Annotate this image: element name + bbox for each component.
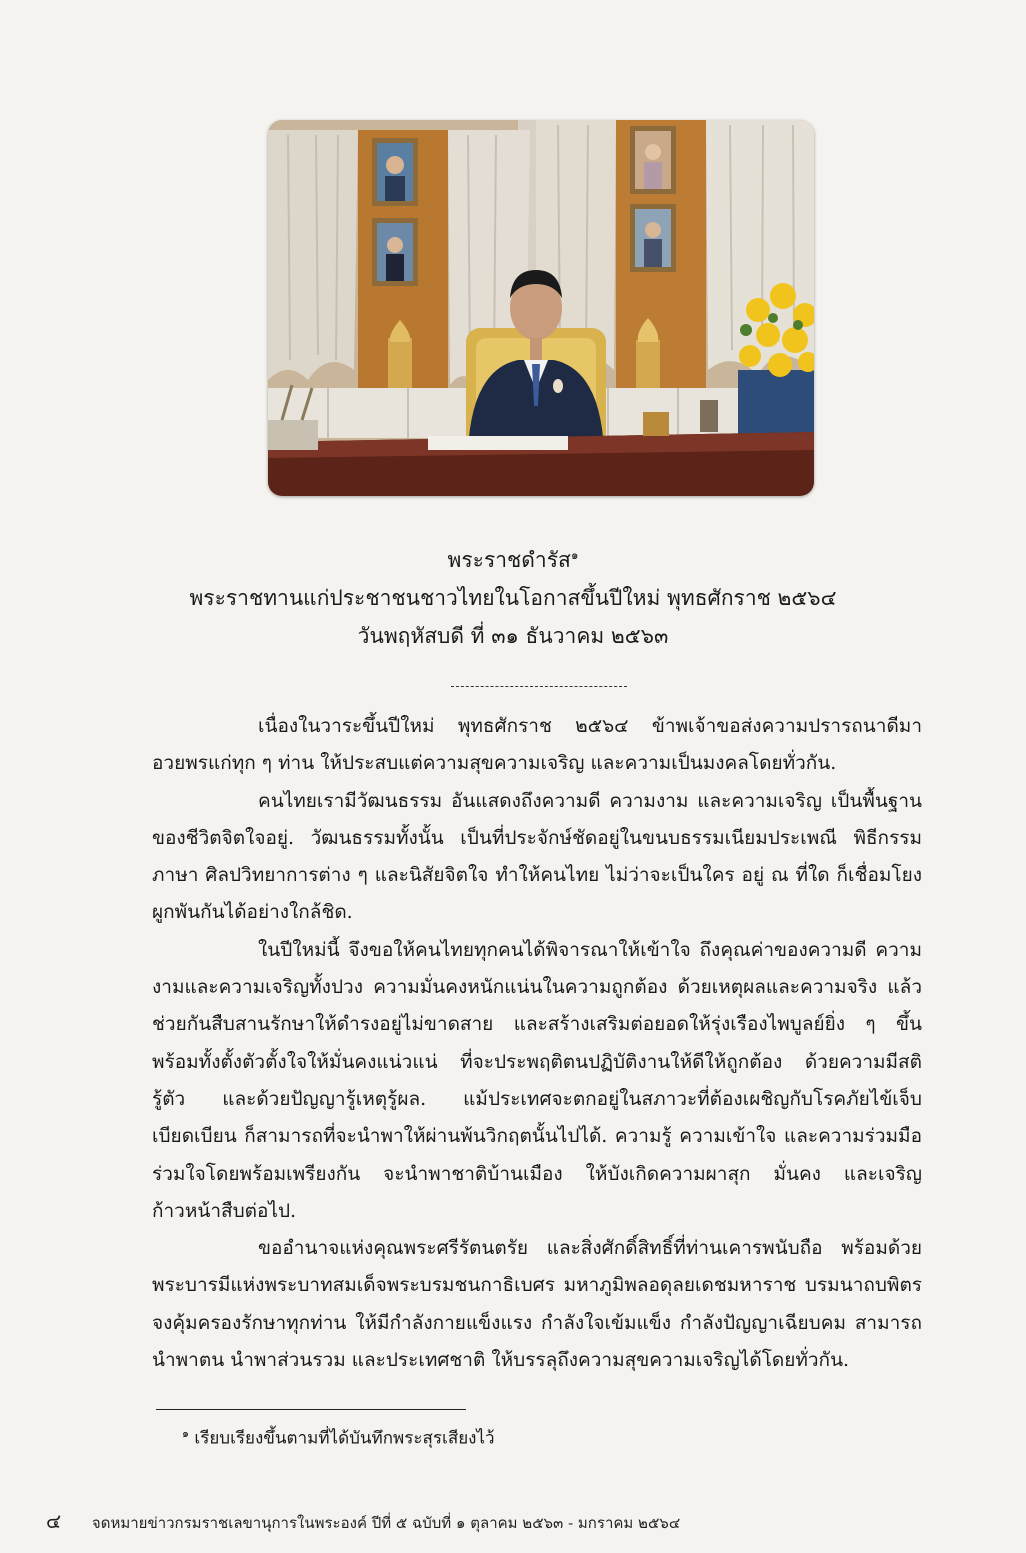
footnote-rule xyxy=(156,1409,466,1410)
footnote-text: เรียบเรียงขึ้นตามที่ได้บันทึกพระสุรเสียงไว้ xyxy=(194,1428,495,1449)
footnote xyxy=(182,1424,495,1452)
publication-info: จดหมายข่าวกรมราชเลขานุการในพระองค์ ปีที่ ๕ ฉบับที่ ๑ ตุลาคม ๒๕๖๓ - มกราคม ๒๕๖๔ xyxy=(91,1514,681,1532)
paragraph-4: ขออำนาจแห่งคุณพระศรีรัตนตรัย และสิ่งศักดิ์สิทธิ์ที่ท่านเคารพนับถือ พร้อมด้วยพระบารมีแห่งพระบาทสมเด็จพระบรมชนกาธิเบศร มหาภูมิพลอดุลยเดชมหาราช บรมนาถบพิตร จงคุ้มครองรักษาทุกท่าน ให้มีกำลังกายแข็งแรง กำลังใจเข้มแข็ง กำลังปัญญาเฉียบคม สามารถนำพาตน นำพาส่วนรวม และประเทศชาติ ให้บรรลุถึงความสุขความเจริญได้โดยทั่วกัน. xyxy=(152,1237,922,1372)
speech-body xyxy=(152,708,922,1379)
speech-caption xyxy=(0,536,1026,655)
paragraph-1: เนื่องในวาระขึ้นปีใหม่ พุทธศักราช ๒๕๖๔ ข้าพเจ้าขอส่งความปรารถนาดีมาอวยพรแก่ทุก ๆ ท่าน ให้ประสบแต่ความสุขความเจริญ และความเป็นมงคลโดยทั่วกัน. xyxy=(152,715,922,775)
paragraph-3: ในปีใหม่นี้ จึงขอให้คนไทยทุกคนได้พิจารณาให้เข้าใจ ถึงคุณค่าของความดี ความงามและความเจริญทั้งปวง ความมั่นคงหนักแน่นในความถูกต้อง ด้วยเหตุผลและความจริง แล้วช่วยกันสืบสานรักษาให้ดำรงอยู่ไม่ขาดสาย และสร้างเสริมต่อยอดให้รุ่งเรืองไพบูลย์ยิ่ง ๆ ขึ้น พร้อมทั้งตั้งตัวตั้งใจให้มั่นคงแน่วแน่ ที่จะประพฤติตนปฏิบัติงานให้ดีให้ถูกต้อง ด้วยความมีสติรู้ตัว และด้วยปัญญารู้เหตุรู้ผล. แม้ประเทศจะตกอยู่ในสภาวะที่ต้องเผชิญกับโรคภัยไข้เจ็บเบียดเบียน ก็สามารถที่จะนำพาให้ผ่านพ้นวิกฤตนั้นไปได้. ความรู้ ความเข้าใจ และความร่วมมือร่วมใจโดยพร้อมเพรียงกัน จะนำพาชาติบ้านเมือง ให้บังเกิดความผาสุก มั่นคง และเจริญก้าวหน้าสืบต่อไป. xyxy=(152,938,922,1222)
footnote-ref: ๑ xyxy=(570,548,579,562)
page-number: ๔ xyxy=(46,1509,62,1533)
caption-date: วันพฤหัสบดี ที่ ๓๑ ธันวาคม ๒๕๖๓ xyxy=(357,624,669,648)
section-divider xyxy=(451,686,627,687)
footnote-mark: ๑ xyxy=(182,1427,189,1440)
caption-title: พระราชดำรัส$^๑$ xyxy=(447,548,579,572)
caption-subtitle: พระราชทานแก่ประชาชนชาวไทยในโอกาสขึ้นปีใหม่ พุทธศักราช ๒๕๖๔ xyxy=(189,586,837,610)
king-at-desk-photo xyxy=(268,120,814,496)
page-footer xyxy=(46,1505,680,1537)
paragraph-2: คนไทยเรามีวัฒนธรรม อันแสดงถึงความดี ความงาม และความเจริญ เป็นพื้นฐานของชีวิตจิตใจอยู่. วัฒนธรรมทั้งนั้น เป็นที่ประจักษ์ชัดอยู่ในขนบธรรมเนียมประเพณี พิธีกรรม ภาษา ศิลปวิทยาการต่าง ๆ และนิสัยจิตใจ ทำให้คนไทย ไม่ว่าจะเป็นใคร อยู่ ณ ที่ใด ก็เชื่อมโยงผูกพันกันได้อย่างใกล้ชิด. xyxy=(152,789,922,924)
